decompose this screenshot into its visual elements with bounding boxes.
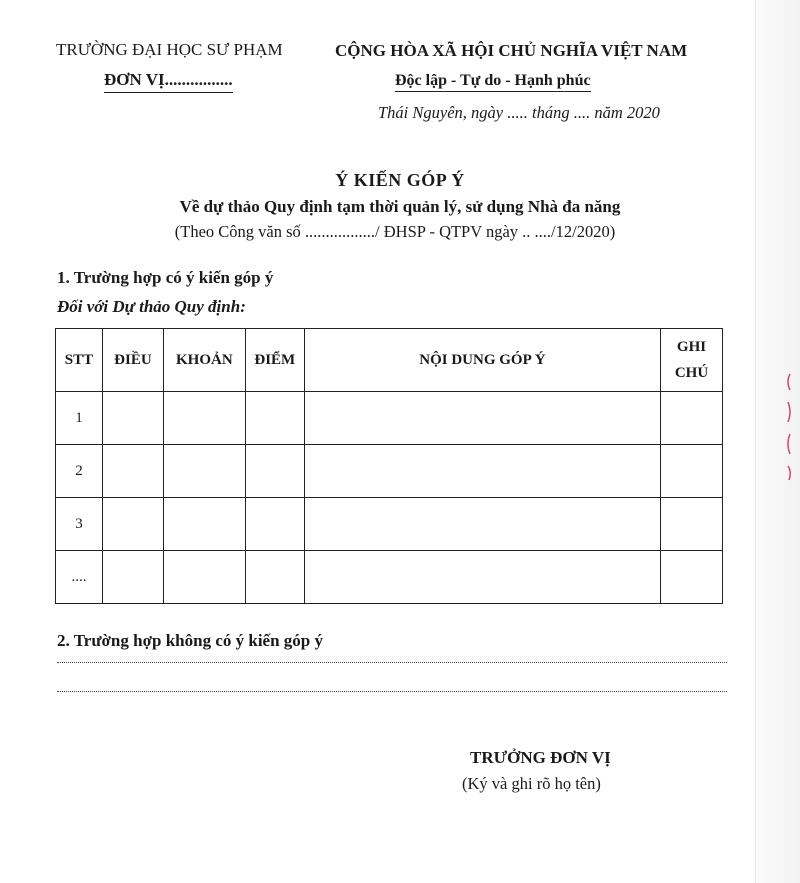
header-ghi-chu: GHI CHÚ xyxy=(661,329,723,392)
cell-khoan[interactable] xyxy=(163,445,245,498)
feedback-table xyxy=(55,328,723,604)
cell-ghi-chu[interactable] xyxy=(661,498,723,551)
cell-noi-dung[interactable] xyxy=(304,392,660,445)
row-number: 1 xyxy=(56,392,103,445)
table-row xyxy=(56,551,723,604)
date-line: Thái Nguyên, ngày ..... tháng .... năm 2020 xyxy=(378,103,660,122)
dotted-answer-line[interactable] xyxy=(57,691,727,692)
school-name: TRƯỜNG ĐẠI HỌC SƯ PHẠM xyxy=(56,40,283,59)
signature-note: (Ký và ghi rõ họ tên) xyxy=(462,774,601,793)
nation-heading: CỘNG HÒA XÃ HỘI CHỦ NGHĨA VIỆT NAM xyxy=(335,41,688,60)
cell-noi-dung[interactable] xyxy=(304,498,660,551)
section-1-subheading: Đối với Dự thảo Quy định: xyxy=(57,297,246,316)
cell-khoan[interactable] xyxy=(163,551,245,604)
signature-title: TRƯỞNG ĐƠN VỊ xyxy=(470,748,611,767)
cell-noi-dung[interactable] xyxy=(304,551,660,604)
table-row xyxy=(56,498,723,551)
cell-diem[interactable] xyxy=(245,498,304,551)
cell-dieu[interactable] xyxy=(102,551,163,604)
stamp-fragment-icon xyxy=(784,372,794,482)
header-dieu: ĐIỀU xyxy=(102,329,163,392)
cell-khoan[interactable] xyxy=(163,498,245,551)
row-number: 2 xyxy=(56,445,103,498)
cell-diem[interactable] xyxy=(245,392,304,445)
cell-diem[interactable] xyxy=(245,551,304,604)
motto: Độc lập - Tự do - Hạnh phúc xyxy=(395,72,591,92)
document-title: Ý KIẾN GÓP Ý xyxy=(335,170,465,190)
cell-dieu[interactable] xyxy=(102,498,163,551)
cell-khoan[interactable] xyxy=(163,392,245,445)
header-khoan: KHOẢN xyxy=(163,329,245,392)
dotted-answer-line[interactable] xyxy=(57,662,727,663)
header-noi-dung: NỘI DUNG GÓP Ý xyxy=(304,329,660,392)
row-number: .... xyxy=(56,551,103,604)
cell-diem[interactable] xyxy=(245,445,304,498)
cell-ghi-chu[interactable] xyxy=(661,392,723,445)
cell-dieu[interactable] xyxy=(102,445,163,498)
row-number: 3 xyxy=(56,498,103,551)
table-row xyxy=(56,392,723,445)
cell-dieu[interactable] xyxy=(102,392,163,445)
table-header-row xyxy=(56,329,723,392)
section-2-heading: 2. Trường hợp không có ý kiến góp ý xyxy=(57,631,323,650)
document-subtitle: Về dự thảo Quy định tạm thời quản lý, sử dụng Nhà đa năng xyxy=(179,197,621,216)
document-reference: (Theo Công văn số ................./ ĐHSP - QTPV ngày .. ..../12/2020) xyxy=(174,222,616,241)
table-row xyxy=(56,445,723,498)
section-1-heading: 1. Trường hợp có ý kiến góp ý xyxy=(57,268,274,287)
unit-field: ĐƠN VỊ................ xyxy=(104,70,233,93)
adjacent-page-edge xyxy=(755,0,800,883)
cell-noi-dung[interactable] xyxy=(304,445,660,498)
header-stt: STT xyxy=(56,329,103,392)
cell-ghi-chu[interactable] xyxy=(661,445,723,498)
header-diem: ĐIỂM xyxy=(245,329,304,392)
cell-ghi-chu[interactable] xyxy=(661,551,723,604)
